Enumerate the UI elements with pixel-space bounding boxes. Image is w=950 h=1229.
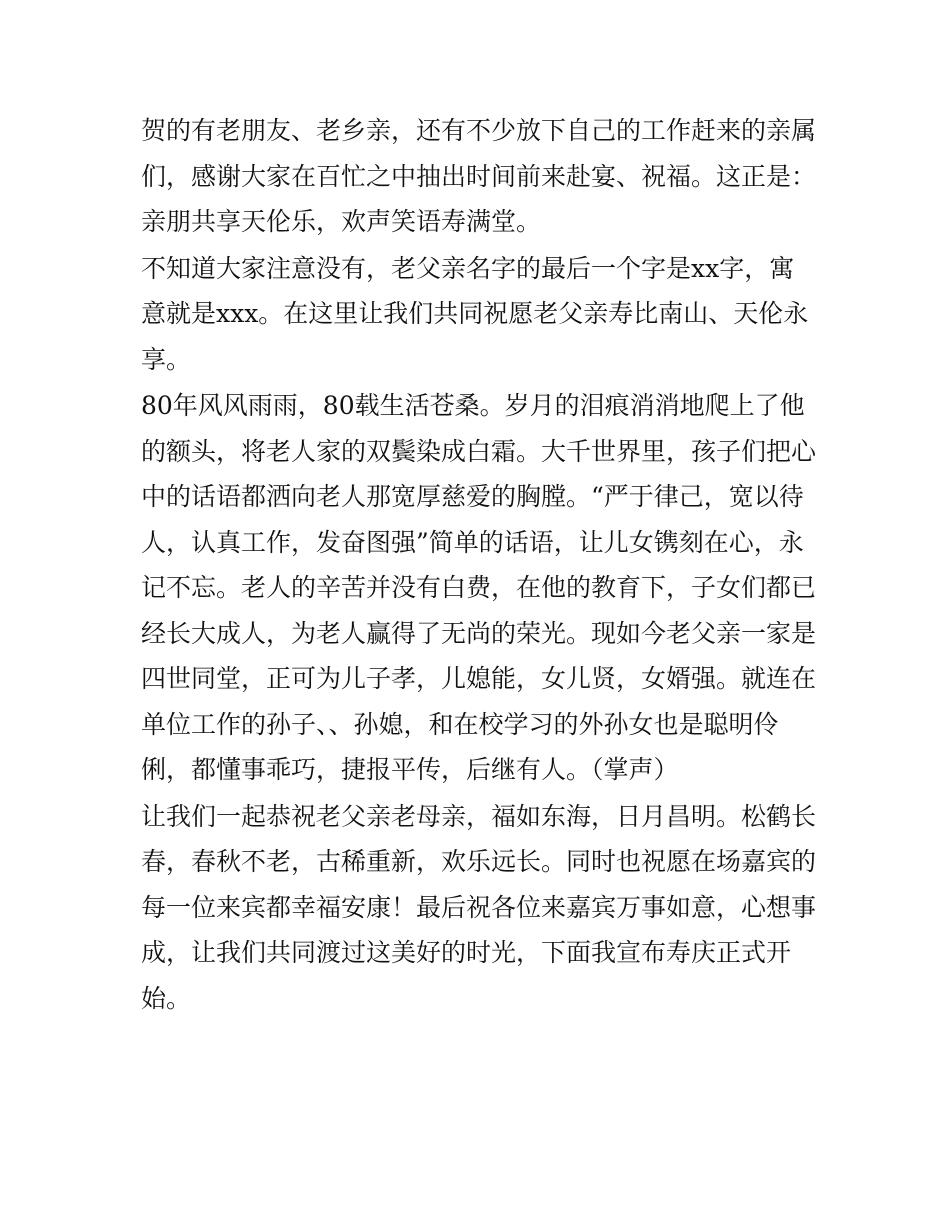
paragraph-line: 享。 bbox=[141, 344, 192, 374]
paragraph-line: 们，感谢大家在百忙之中抽出时间前来赴宴、祝福。这正是： bbox=[141, 161, 817, 191]
paragraph-line: 亲朋共享天伦乐，欢声笑语寿满堂。 bbox=[141, 207, 542, 236]
paragraph-line: 贺的有老朋友、老乡亲，还有不少放下自己的工作赶来的亲属 bbox=[141, 116, 817, 145]
paragraph-line: 意就是xxx。在这里让我们共同祝愿老父亲寿比南山、天伦永 bbox=[141, 299, 809, 328]
paragraph-1 bbox=[141, 108, 821, 245]
paragraph-2 bbox=[141, 246, 821, 383]
paragraph-line: 80年风风雨雨，80载生活苍桑。岁月的泪痕消消地爬上了他 bbox=[141, 391, 805, 420]
paragraph-3 bbox=[141, 383, 821, 793]
paragraph-line: 记不忘。老人的辛苦并没有白费，在他的教育下，子女们都已 bbox=[141, 573, 817, 602]
paragraph-line: 不知道大家注意没有，老父亲名字的最后一个字是xx字，寓 bbox=[141, 253, 795, 283]
paragraph-line: 人，认真工作，发奋图强”简单的话语，让儿女镌刻在心，永 bbox=[141, 527, 804, 557]
document-body bbox=[141, 108, 821, 1021]
paragraph-line: 让我们一起恭祝老父亲老母亲，福如东海，日月昌明。松鹤长 bbox=[141, 801, 817, 831]
paragraph-line: 四世同堂，正可为儿子孝，儿媳能，女儿贤，女婿强。就连在 bbox=[141, 664, 817, 693]
paragraph-line: 经长大成人，为老人赢得了无尚的荣光。现如今老父亲一家是 bbox=[141, 618, 817, 648]
paragraph-line: 俐，都懂事乖巧，捷报平传，后继有人。（掌声） bbox=[141, 755, 679, 784]
paragraph-line: 中的话语都洒向老人那宽厚慈爱的胸膛。“严于律己，宽以待 bbox=[141, 482, 804, 511]
paragraph-line: 每一位来宾都幸福安康！最后祝各位来嘉宾万事如意，心想事 bbox=[141, 892, 817, 922]
paragraph-line: 成，让我们共同渡过这美好的时光，下面我宣布寿庆正式开 bbox=[141, 938, 792, 967]
paragraph-line: 春，春秋不老，古稀重新，欢乐远长。同时也祝愿在场嘉宾的 bbox=[141, 847, 817, 876]
paragraph-4 bbox=[141, 794, 821, 1022]
paragraph-line: 单位工作的孙子、、孙媳，和在校学习的外孙女也是聪明伶 bbox=[141, 709, 779, 739]
paragraph-line: 始。 bbox=[141, 983, 192, 1013]
paragraph-line: 的额头，将老人家的双鬓染成白霜。大千世界里，孩子们把心 bbox=[141, 436, 817, 466]
